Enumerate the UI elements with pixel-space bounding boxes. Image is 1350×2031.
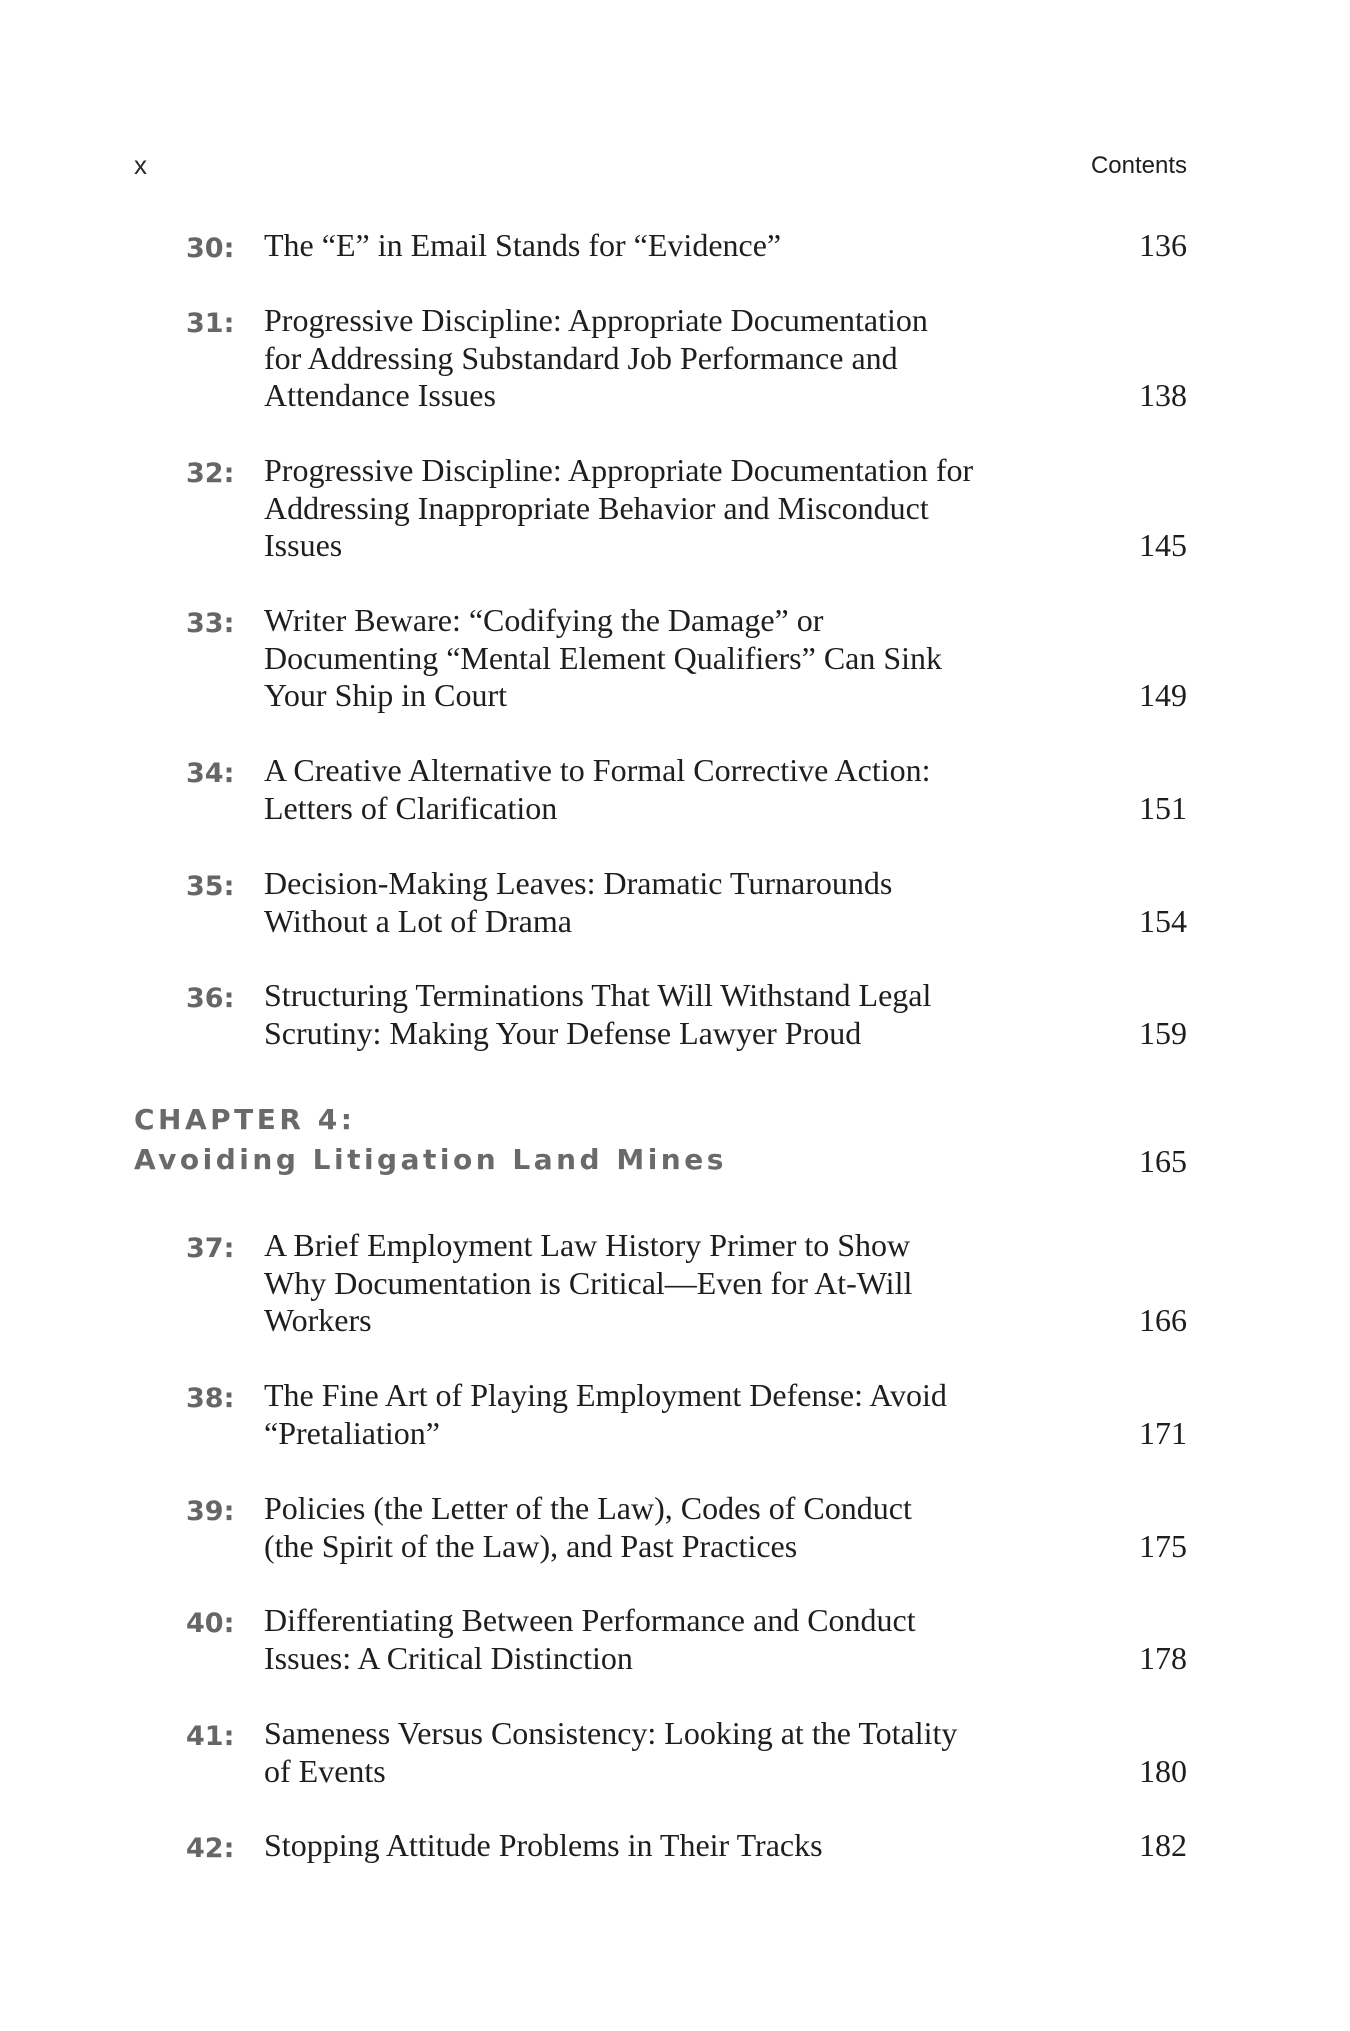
- chapter-title: Avoiding Litigation Land Mines: [134, 1143, 727, 1176]
- chapter-page-number: 165: [1139, 1142, 1187, 1179]
- entry-number: 41:: [186, 1721, 235, 1752]
- entry-title-line: Scrutiny: Making Your Defense Lawyer Proud: [264, 1014, 862, 1051]
- entry-page-number: 182: [1139, 1827, 1187, 1863]
- entry-title-line: The “E” in Email Stands for “Evidence”: [264, 227, 782, 263]
- toc-entry[interactable]: [134, 1490, 1187, 1565]
- entry-title-line: Decision-Making Leaves: Dramatic Turnarounds: [264, 865, 893, 901]
- entry-title-line: Stopping Attitude Problems in Their Tracks: [264, 1827, 823, 1863]
- folio-page-number: x: [134, 150, 148, 180]
- entry-title-line: Documenting “Mental Element Qualifiers” Can Sink: [264, 639, 943, 676]
- entry-title-line: Progressive Discipline: Appropriate Documentation: [264, 302, 928, 338]
- running-head: Contents: [1090, 152, 1187, 179]
- entry-title: [264, 752, 1064, 827]
- entry-title: [264, 602, 1064, 715]
- entry-page-number: 180: [1139, 1752, 1187, 1789]
- entry-page-number: 151: [1139, 789, 1187, 826]
- entry-title-line: Issues: A Critical Distinction: [264, 1639, 633, 1676]
- entry-page-number: 138: [1139, 377, 1187, 413]
- entry-title: [264, 865, 1064, 940]
- entry-title: [264, 302, 1064, 415]
- entry-title-line: of Events: [264, 1752, 386, 1789]
- entry-title-line: Letters of Clarification: [264, 789, 558, 826]
- entry-page-number: 171: [1139, 1414, 1187, 1451]
- entry-page-number: 166: [1139, 1302, 1187, 1338]
- entry-title-line: Attendance Issues: [264, 377, 496, 413]
- entry-number: 32:: [186, 458, 235, 489]
- entry-title-line: Issues: [264, 527, 343, 563]
- toc-entry[interactable]: [134, 1715, 1187, 1790]
- toc-entry[interactable]: [134, 865, 1187, 940]
- entry-number: 38:: [186, 1383, 235, 1414]
- entry-title-line: Addressing Inappropriate Behavior and Misconduct: [264, 489, 929, 526]
- page-header: [134, 150, 1187, 190]
- entry-title-line: Policies (the Letter of the Law), Codes of Conduct: [264, 1490, 912, 1526]
- entry-page-number: 136: [1139, 227, 1187, 263]
- entry-title: [264, 1827, 1064, 1865]
- entry-title-line: Progressive Discipline: Appropriate Documentation for: [264, 452, 974, 488]
- entry-number: 35:: [186, 871, 235, 902]
- toc-entry[interactable]: [134, 1602, 1187, 1677]
- chapter-label: CHAPTER 4:: [134, 1103, 356, 1136]
- entry-title-line: A Brief Employment Law History Primer to Show: [264, 1227, 911, 1263]
- entry-number: 36:: [186, 983, 235, 1014]
- entry-title-line: Workers: [264, 1302, 372, 1338]
- entry-number: 33:: [186, 608, 235, 639]
- toc-entry[interactable]: [134, 1227, 1187, 1340]
- entry-title: [264, 977, 1064, 1052]
- entry-page-number: 178: [1139, 1639, 1187, 1676]
- entry-title: [264, 1377, 1064, 1452]
- toc-entry[interactable]: [134, 227, 1187, 265]
- entry-title-line: Structuring Terminations That Will Withstand Legal: [264, 977, 932, 1013]
- entry-number: 34:: [186, 758, 235, 789]
- entry-page-number: 159: [1139, 1014, 1187, 1051]
- toc-entry[interactable]: [134, 452, 1187, 565]
- entry-number: 37:: [186, 1233, 235, 1264]
- toc-entry[interactable]: [134, 1377, 1187, 1452]
- entry-number: 30:: [186, 233, 235, 264]
- entry-title-line: (the Spirit of the Law), and Past Practices: [264, 1527, 798, 1564]
- entry-number: 42:: [186, 1833, 235, 1864]
- entry-number: 40:: [186, 1608, 235, 1639]
- entry-title-line: Sameness Versus Consistency: Looking at the Totality: [264, 1715, 958, 1751]
- entry-title-line: “Pretaliation”: [264, 1414, 440, 1451]
- entry-title-line: Why Documentation is Critical—Even for At-Will: [264, 1264, 913, 1301]
- entry-title: [264, 1490, 1064, 1565]
- entry-title-line: Without a Lot of Drama: [264, 902, 572, 939]
- entry-page-number: 154: [1139, 902, 1187, 939]
- entry-number: 31:: [186, 308, 235, 339]
- entry-title-line: for Addressing Substandard Job Performance and: [264, 339, 898, 376]
- toc-entry[interactable]: [134, 302, 1187, 415]
- entry-title: [264, 1715, 1064, 1790]
- toc-entry[interactable]: [134, 752, 1187, 827]
- entry-title-line: Differentiating Between Performance and Conduct: [264, 1602, 916, 1638]
- toc-entry[interactable]: [134, 1827, 1187, 1865]
- entry-title-line: Writer Beware: “Codifying the Damage” or: [264, 602, 824, 638]
- entry-title-line: A Creative Alternative to Formal Corrective Action:: [264, 752, 931, 788]
- entry-title: [264, 227, 1064, 265]
- toc-entry[interactable]: [134, 977, 1187, 1052]
- entry-title: [264, 1227, 1064, 1340]
- entry-number: 39:: [186, 1496, 235, 1527]
- entry-page-number: 145: [1139, 527, 1187, 563]
- toc-entry[interactable]: [134, 602, 1187, 715]
- entry-page-number: 149: [1139, 677, 1187, 713]
- entry-title: [264, 1602, 1064, 1677]
- chapter-heading[interactable]: [134, 1100, 1187, 1180]
- entry-page-number: 175: [1139, 1527, 1187, 1564]
- entry-title-line: Your Ship in Court: [264, 677, 508, 713]
- entry-title: [264, 452, 1064, 565]
- entry-title-line: The Fine Art of Playing Employment Defense: Avoid: [264, 1377, 947, 1413]
